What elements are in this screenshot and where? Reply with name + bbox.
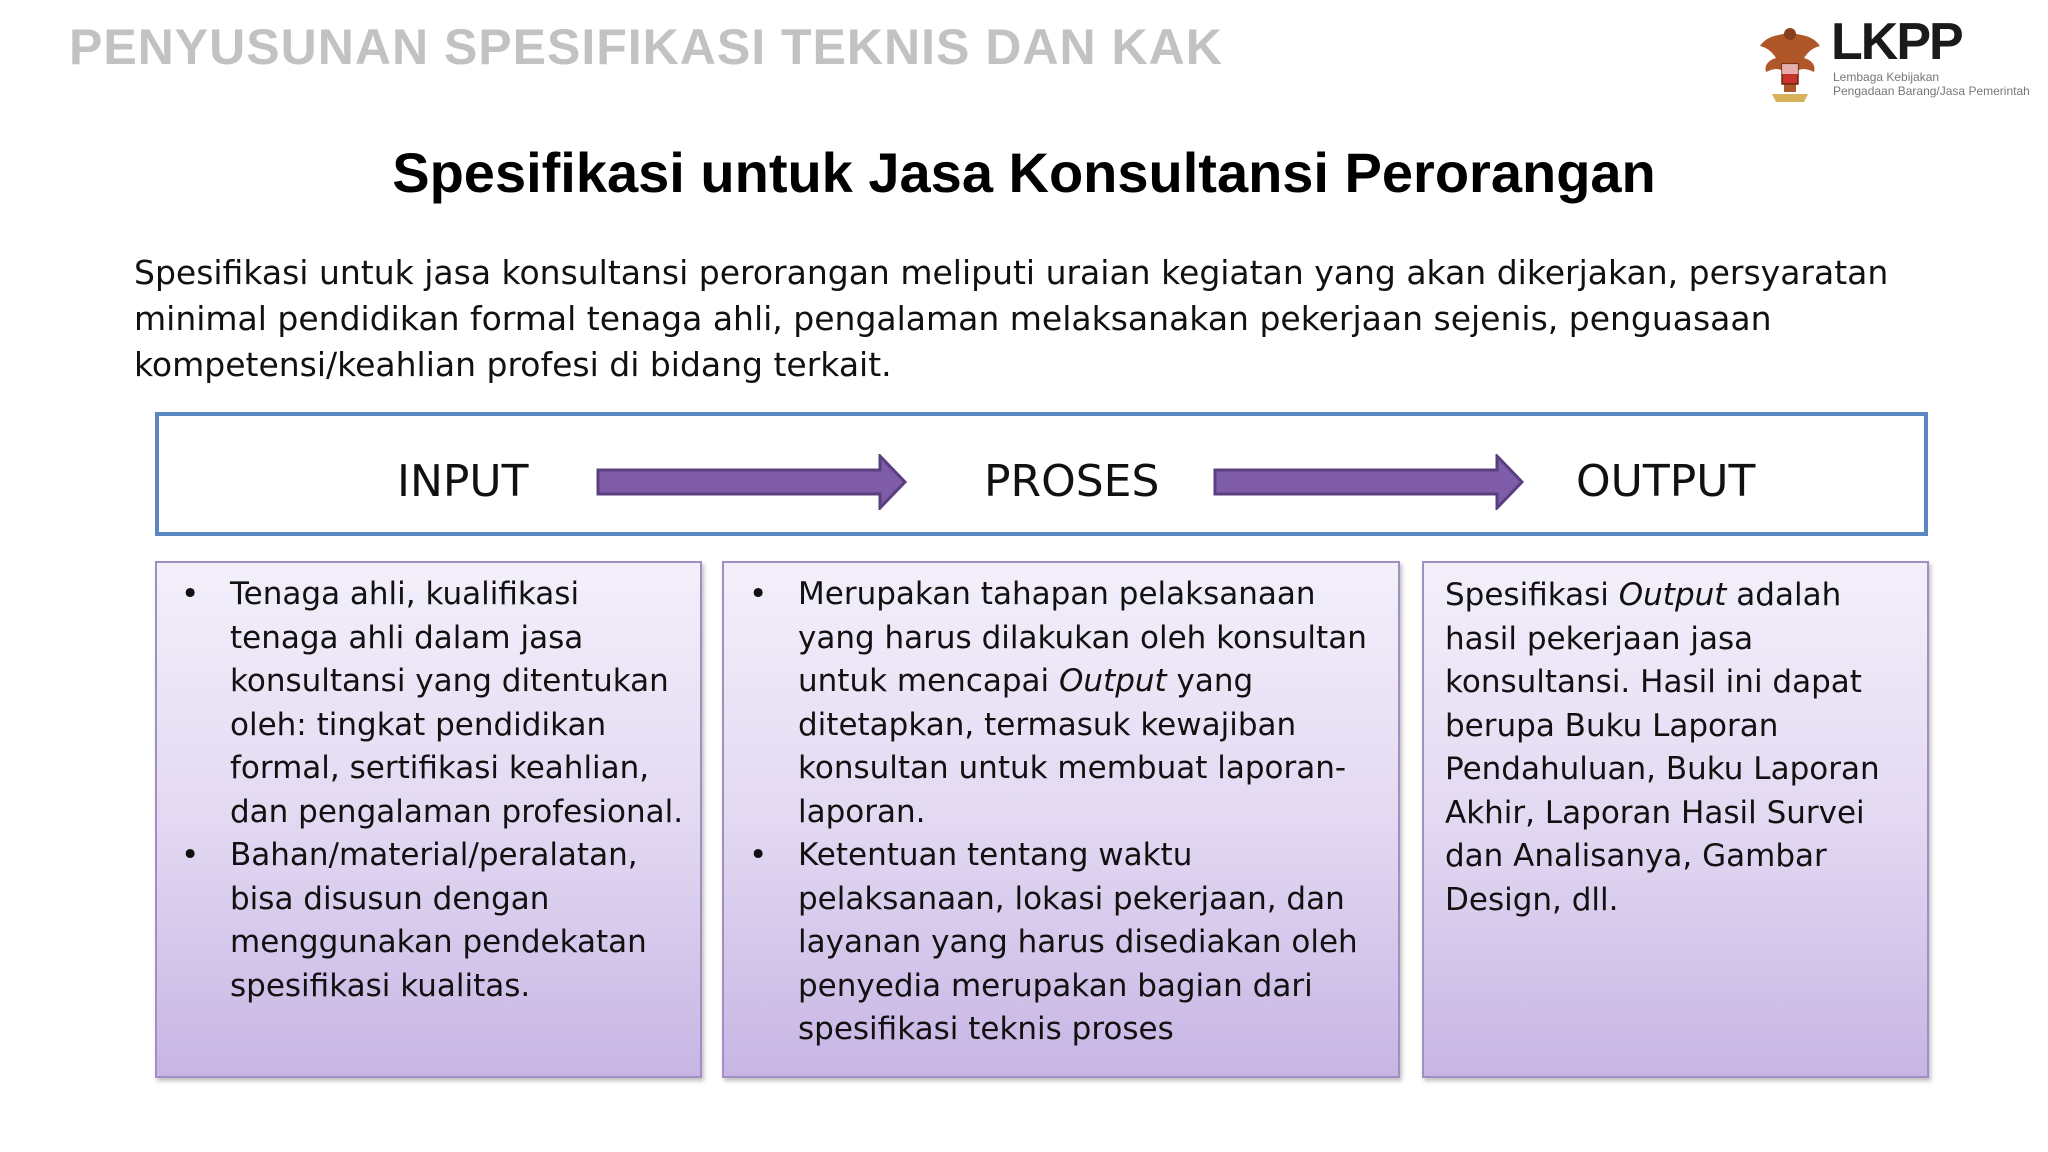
logo-text: LKPP: [1831, 13, 1962, 71]
output-text-part2: adalah hasil pekerjaan jasa konsultansi. Hasil ini dapat berupa Buku Laporan Pendahuluan, Buku Laporan Akhir, Laporan Hasil Survei dan Analisanya, Gambar Design, dll.: [1445, 577, 1880, 918]
flow-diagram: [155, 412, 1928, 536]
proses-label: PROSES: [984, 456, 1160, 507]
logo-subtitle: [1833, 70, 2030, 98]
input-panel: [155, 561, 702, 1078]
logo-subtitle-line1: Lembaga Kebijakan: [1833, 70, 1940, 84]
lkpp-logo: [1758, 13, 2048, 108]
proses-item-1-part1: Merupakan tahapan pelaksanaan yang harus dilakukan oleh konsultan untuk mencapai: [798, 576, 1367, 699]
slide-title: Spesifikasi untuk Jasa Konsultansi Perorangan: [392, 141, 1656, 204]
proses-panel: [722, 561, 1400, 1078]
arrow-right-icon: [1213, 454, 1525, 510]
bullet: •: [181, 837, 200, 873]
input-label: INPUT: [397, 456, 529, 507]
proses-item-2: Ketentuan tentang waktu pelaksanaan, lokasi pekerjaan, dan layanan yang harus disediakan oleh penyedia merupakan bagian dari spesifikasi teknis proses: [798, 837, 1358, 1047]
bullet: •: [181, 576, 200, 612]
output-text: [1445, 574, 1907, 922]
proses-list: [729, 573, 1384, 1052]
output-label: OUTPUT: [1576, 456, 1756, 507]
proses-item-1-part2: yang ditetapkan, termasuk kewajiban konsultan untuk membuat laporan-laporan.: [798, 663, 1347, 830]
garuda-emblem-icon: [1758, 22, 1822, 104]
bullet: •: [749, 576, 768, 612]
input-item-2: Bahan/material/peralatan, bisa disusun dengan menggunakan pendekatan spesifikasi kualitas.: [230, 837, 647, 1004]
input-list: [161, 573, 686, 1008]
output-text-part1: Spesifikasi: [1445, 577, 1619, 613]
header-title: PENYUSUNAN SPESIFIKASI TEKNIS DAN KAK: [69, 19, 1223, 75]
intro-paragraph: Spesifikasi untuk jasa konsultansi perorangan meliputi uraian kegiatan yang akan dikerjakan, persyaratan minimal pendidikan formal tenaga ahli, pengalaman melaksanakan pekerjaan sejenis, penguasaan kompetensi/keahlian profesi di bidang terkait.: [134, 253, 1889, 384]
list-item: [161, 834, 686, 1008]
bullet: •: [749, 837, 768, 873]
output-text-italic: Output: [1618, 577, 1727, 613]
logo-subtitle-line2: Pengadaan Barang/Jasa Pemerintah: [1833, 84, 2030, 98]
list-item: [729, 834, 1384, 1052]
proses-item-1-italic: Output: [1059, 663, 1167, 699]
list-item: [161, 573, 686, 834]
output-panel: [1422, 561, 1929, 1078]
list-item: [729, 573, 1384, 834]
arrow-right-icon: [596, 454, 908, 510]
input-item-1: Tenaga ahli, kualifikasi tenaga ahli dalam jasa konsultansi yang ditentukan oleh: tingkat pendidikan formal, sertifikasi keahlian, dan pengalaman profesional.: [230, 576, 684, 830]
